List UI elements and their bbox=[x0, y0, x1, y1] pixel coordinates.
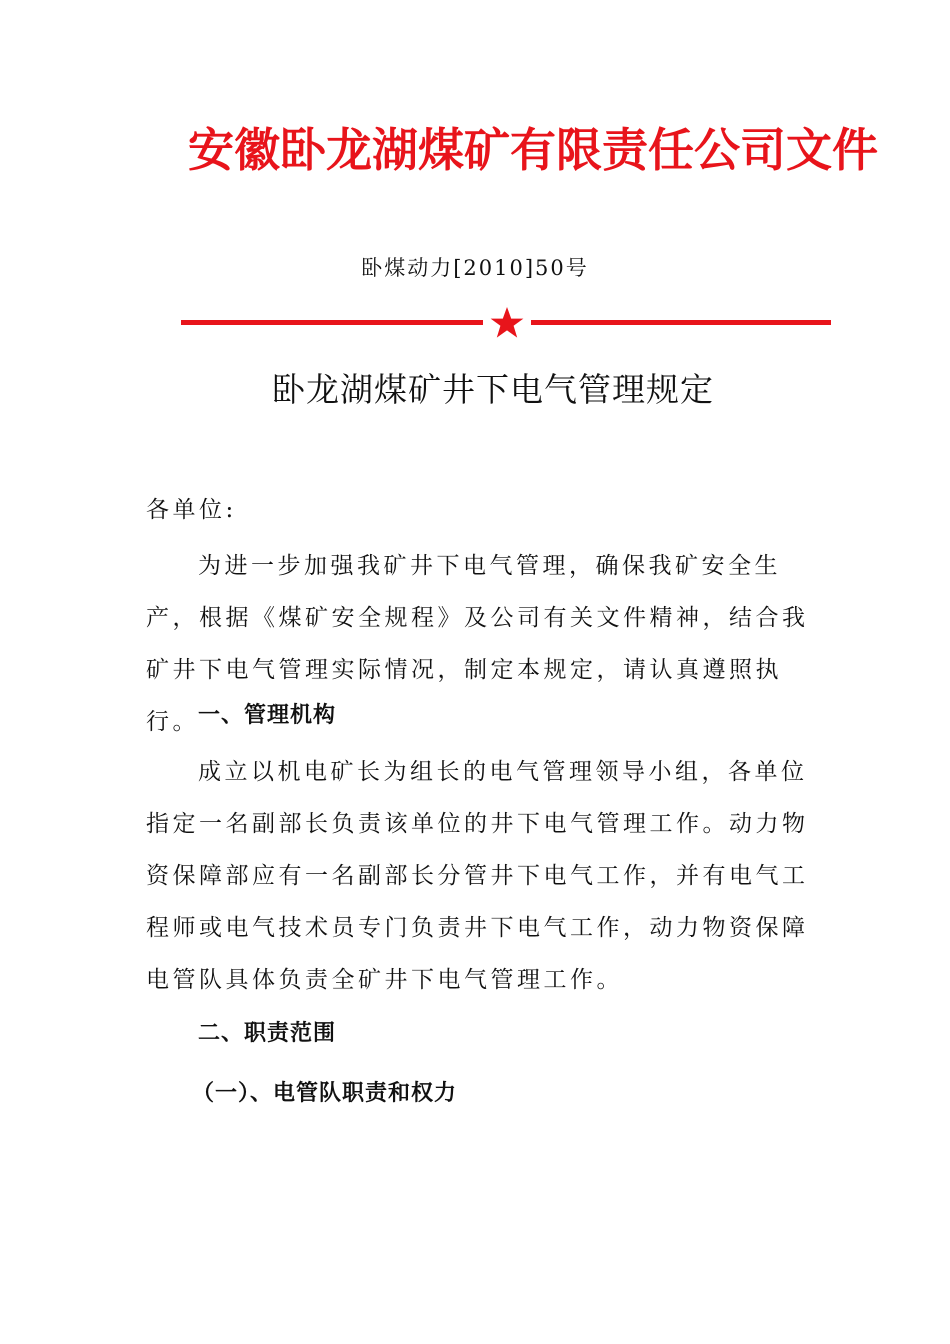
org-header: 安徽卧龙湖煤矿有限责任公司文件 bbox=[188, 123, 878, 177]
red-rule-left bbox=[181, 320, 483, 325]
document-title: 卧龙湖煤矿井下电气管理规定 bbox=[272, 370, 714, 409]
star-shape bbox=[491, 307, 524, 338]
salutation: 各单位: bbox=[146, 497, 237, 523]
document-number: 卧煤动力[2010]50号 bbox=[361, 256, 589, 280]
section-heading-responsibilities: 二、职责范围 bbox=[198, 1021, 337, 1046]
subsection-heading-electrical-team: （一）、电管队职责和权力 bbox=[192, 1081, 458, 1106]
red-rule-right bbox=[531, 320, 831, 325]
paragraph-intro: 为进一步加强我矿井下电气管理，确保我矿安全生产，根据《煤矿安全规程》及公司有关文件精神，结合我矿井下电气管理实际情况，制定本规定，请认真遵照执行。 bbox=[146, 553, 809, 735]
star-icon bbox=[489, 305, 525, 341]
paragraph-management: 成立以机电矿长为组长的电气管理领导小组，各单位指定一名副部长负责该单位的井下电气管理工作。动力物资保障部应有一名副部长分管井下电气工作，并有电气工程师或电气技术员专门负责井下电气工作，动力物资保障电管队具体负责全矿井下电气管理工作。 bbox=[146, 759, 809, 993]
section-heading-management: 一、管理机构 bbox=[198, 703, 337, 728]
